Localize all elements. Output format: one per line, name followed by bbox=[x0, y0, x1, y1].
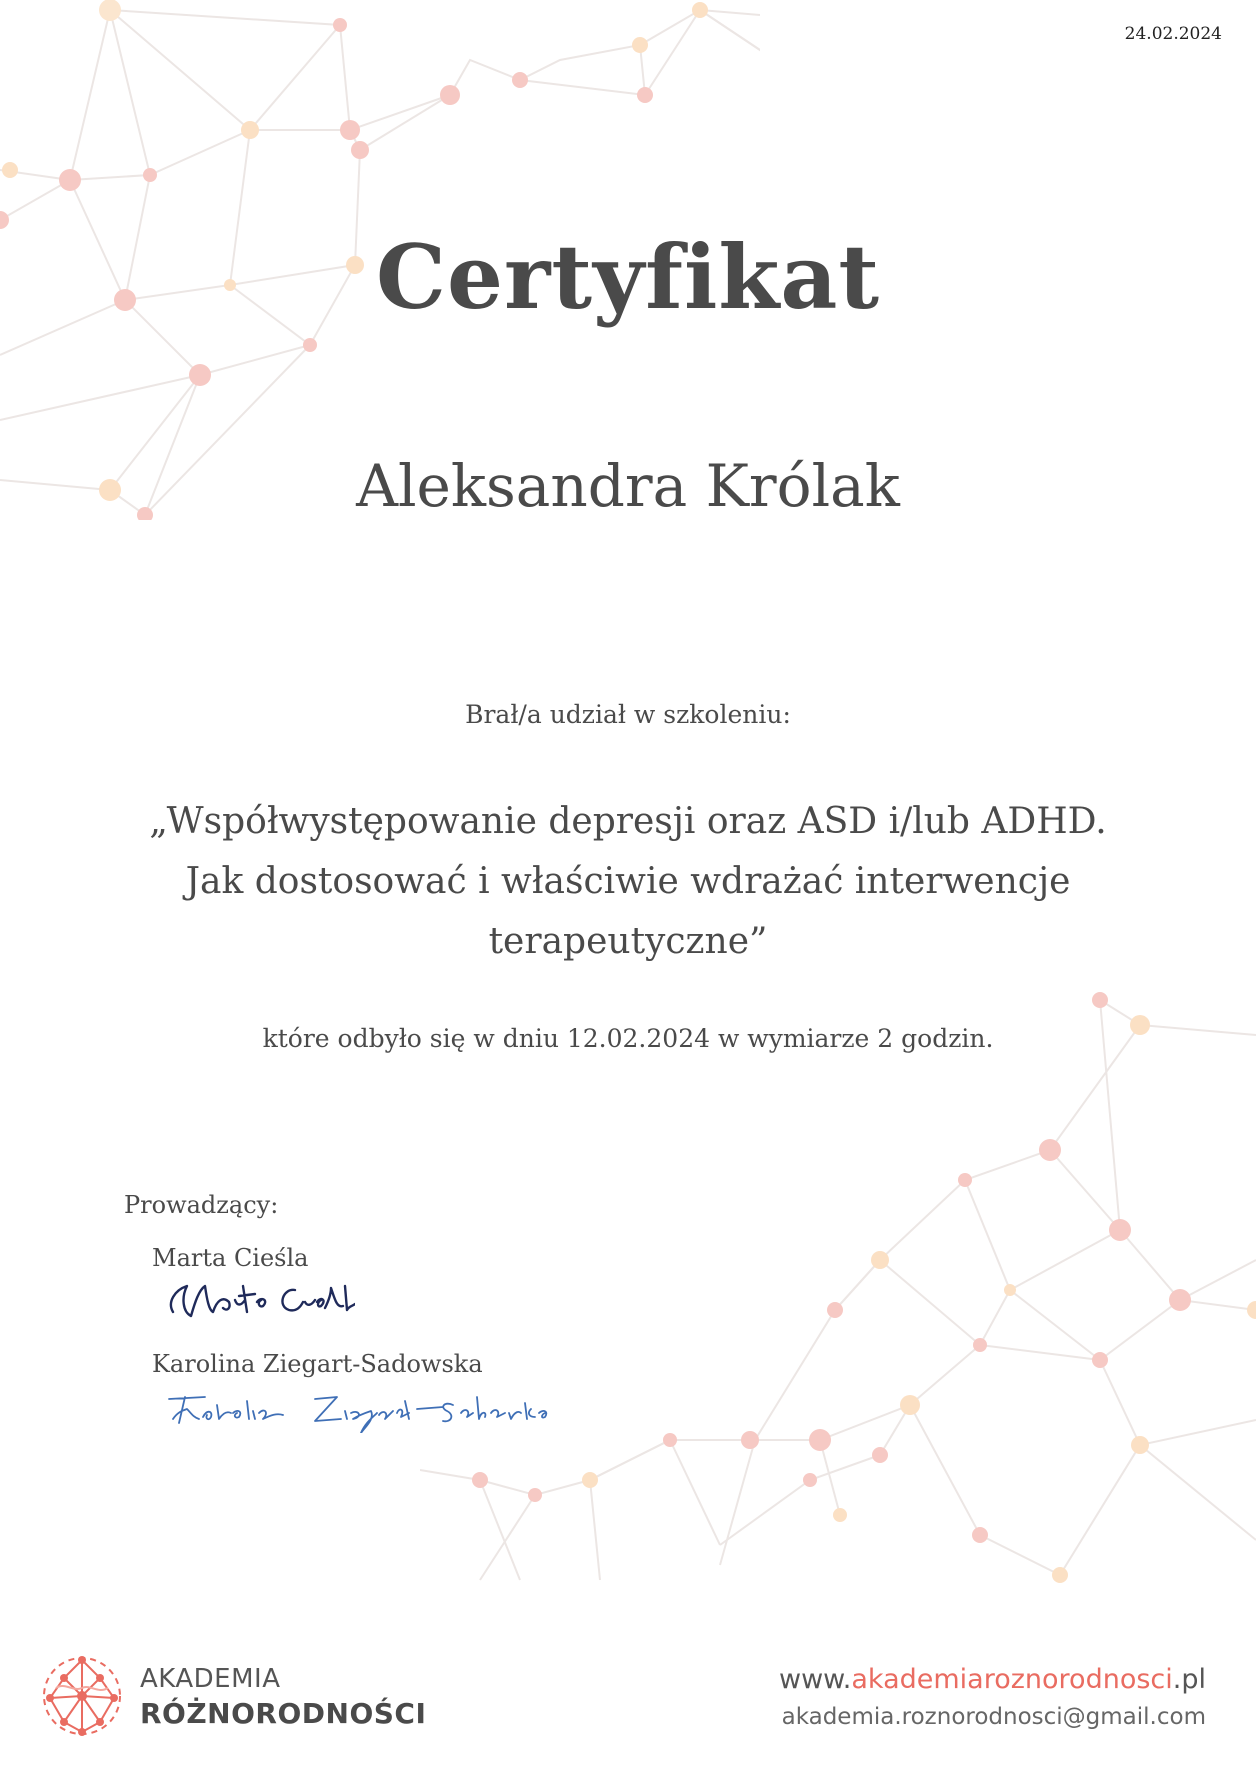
website-brand-second: roznorodnosci bbox=[983, 1664, 1173, 1695]
brain-network-logo-icon bbox=[34, 1648, 130, 1744]
issue-date: 24.02.2024 bbox=[1124, 24, 1222, 44]
course-title-line: terapeutyczne” bbox=[488, 921, 768, 962]
instructor-name: Karolina Ziegart-Sadowska bbox=[152, 1350, 483, 1378]
certificate-title: Certyfikat bbox=[375, 225, 881, 329]
course-title-line: „Współwystępowanie depresji oraz ASD i/lub ADHD. bbox=[149, 801, 1107, 842]
signature-marta-ciesla bbox=[165, 1272, 355, 1322]
website-link[interactable] bbox=[779, 1664, 1206, 1695]
logo-text-line2: RÓŻNORODNOŚCI bbox=[140, 1697, 427, 1730]
email-link[interactable]: akademia.roznorodnosci@gmail.com bbox=[781, 1704, 1206, 1730]
course-title bbox=[0, 792, 1256, 972]
instructor-name: Marta Cieśla bbox=[152, 1244, 309, 1272]
network-decoration-bottom-right bbox=[420, 980, 1256, 1600]
website-prefix: www. bbox=[779, 1664, 852, 1695]
signature-karolina-ziegart-sadowska bbox=[165, 1383, 565, 1433]
website-suffix: .pl bbox=[1172, 1664, 1206, 1695]
instructors-label: Prowadzący: bbox=[124, 1191, 279, 1219]
course-title-line: Jak dostosować i właściwie wdrażać interwencje bbox=[185, 861, 1071, 902]
recipient-name: Aleksandra Królak bbox=[356, 452, 900, 520]
website-brand-first: akademia bbox=[851, 1664, 984, 1695]
logo-text-line1: AKADEMIA bbox=[140, 1664, 281, 1694]
participation-intro: Brał/a udział w szkoleniu: bbox=[465, 700, 791, 729]
course-details: które odbyło się w dniu 12.02.2024 w wymiarze 2 godzin. bbox=[262, 1024, 994, 1053]
